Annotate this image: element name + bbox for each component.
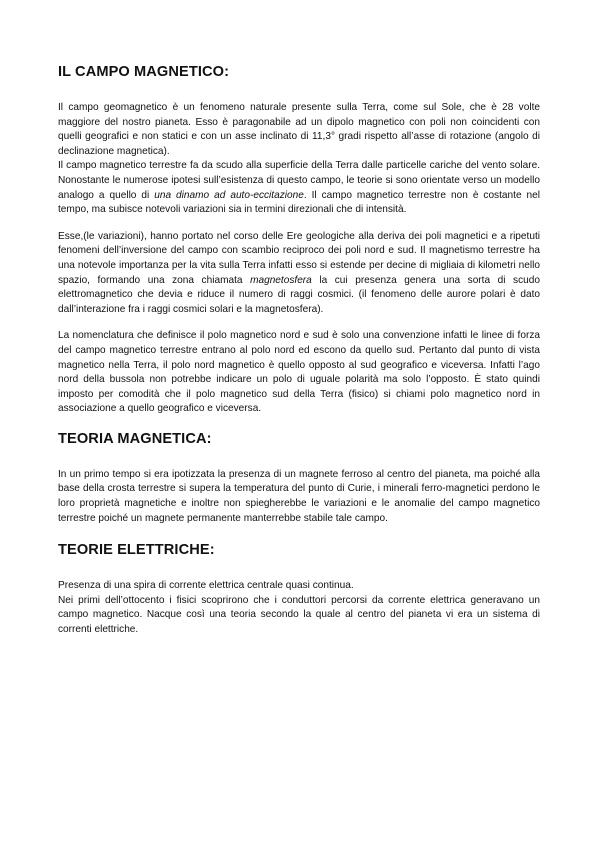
paragraph-teorie-elettriche xyxy=(58,579,540,637)
paragraph-campo-intro xyxy=(58,101,540,218)
paragraph-campo-intro-emphasis: una dinamo ad auto-eccitazione xyxy=(154,189,304,201)
paragraph-variazioni-a: Esse,(le variazioni), hanno portato nel corso delle Ere geologiche alla deriva dei poli magnetici e a ripetuti fenomeni dell’inversione del campo con scambio reciproco dei poli nord e sud. Il magnetismo terrestre ha una notevole importanza per la vita sulla Terra infatti esso si estende per decine di migliaia di kilometri nello spazio, formando una zona chiamata xyxy=(58,230,540,286)
section-heading-campo-magnetico: IL CAMPO MAGNETICO: xyxy=(58,64,230,80)
paragraph-variazioni xyxy=(58,230,540,318)
paragraph-variazioni-b: la cui presenza genera una sorta di scudo elettromagnetico che devia e riduce il numero di raggi cosmici. (il fenomeno delle aurore polari è dato dall’interazione fra i raggi cosmici solari e la magnetosfera). xyxy=(58,274,540,315)
paragraph-campo-intro-part1: Il campo geomagnetico è un fenomeno naturale presente sulla Terra, come sul Sole, che è 28 volte maggiore del nostro pianeta. Esso è paragonabile ad un dipolo magnetico con poli non coincidenti con quelli geografici e non statici e con un asse inclinato di 11,3° gradi rispetto all’asse di rotazione (angolo di declinazione magnetica). xyxy=(58,102,540,157)
paragraph-campo-intro-part2a: Il campo magnetico terrestre fa da scudo alla superficie della Terra dalle particelle cariche del vento solare. Nonostante le numerose ipotesi sull’esistenza di questo campo, le teorie si sono orientate verso un modello analogo a quello di xyxy=(58,160,540,201)
paragraph-teorie-elettriche-line1: Presenza di una spira di corrente elettrica centrale quasi continua. xyxy=(58,580,354,592)
paragraph-teoria-magnetica: In un primo tempo si era ipotizzata la presenza di un magnete ferroso al centro del pianeta, ma poiché alla base della crosta terrestre si supera la temperatura del punto di Curie, i minerali ferro-magnetici perdono le loro proprietà magnetiche e inoltre non spiegherebbe le variazioni e le anomalie del campo magnetico terrestre poiché un magnete permanente manterrebbe stabile tale campo. xyxy=(58,468,540,524)
paragraph-nomenclatura: La nomenclatura che definisce il polo magnetico nord e sud è solo una convenzione infatti le linee di forza del campo magnetico terrestre entrano al polo nord ed escono da quello sud. Pertanto dal punto di vista magnetico nella Terra, il polo nord magnetico è quello opposto al sud geografico e viceversa. Infatti l’ago nord della bussola non potrebbe indicare un polo di uguale polarità ma solo l’opposto. È stato quindi imposto per comodità che il polo magnetico sud della Terra (fisico) si chiami polo magnetico nord in associazione a quello geografico e viceversa. xyxy=(58,330,540,415)
paragraph-teorie-elettriche-body: Nei primi dell’ottocento i fisici scoprirono che i conduttori percorsi da corrente elettrica generavano un campo magnetico. Nacque così una teoria secondo la quale al centro del pianeta vi era un sistema di correnti elettriche. xyxy=(58,594,540,636)
paragraph-variazioni-emphasis: magnetosfera xyxy=(250,274,312,286)
section-heading-teoria-magnetica: TEORIA MAGNETICA: xyxy=(58,430,212,447)
paragraph-campo-intro-part2b: . Il campo magnetico terrestre non è costante nel tempo, ma subisce notevoli variazioni sia in termini direzionali che di intensità. xyxy=(58,189,541,216)
document-page xyxy=(58,62,540,638)
section-heading-teorie-elettriche: TEORIE ELETTRICHE: xyxy=(58,542,215,559)
